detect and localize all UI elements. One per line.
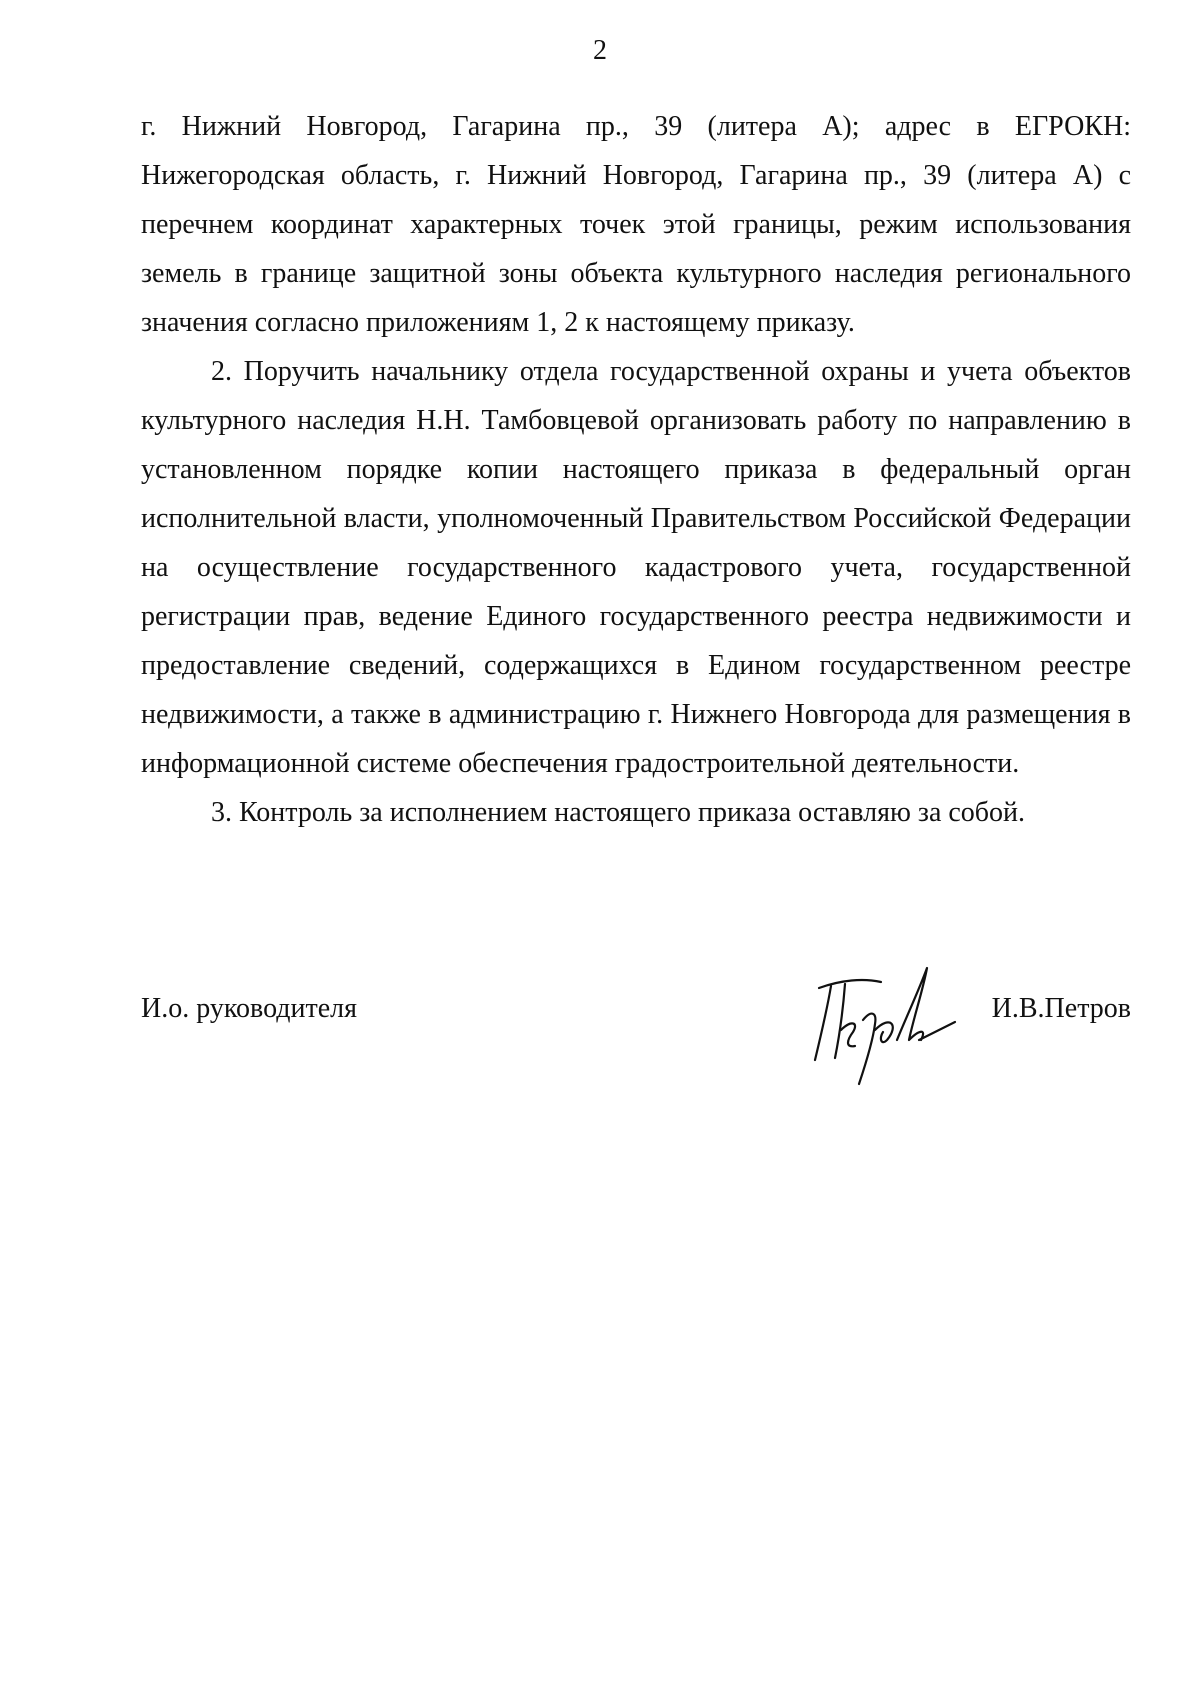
signer-name: И.В.Петров [991, 993, 1131, 1024]
paragraph-item-3: 3. Контроль за исполнением настоящего приказа оставляю за собой. [211, 797, 1026, 828]
paragraph-continuation: г. Нижний Новгород, Гагарина пр., 39 (литера А); адрес в ЕГРОКН: Нижегородская область, г. Нижний Новгород, Гагарина пр., 39 (литера А) с перечнем координат характерных точек этой границы, режим использования земель в границе защитной зоны объекта культурного наследия регионального значения согласно приложениям 1, 2 к настоящему приказу. [141, 111, 1131, 338]
handwritten-signature [801, 960, 961, 1090]
page-number: 2 [593, 35, 607, 66]
paragraph-item-2: 2. Поручить начальнику отдела государственной охраны и учета объектов культурного наследия Н.Н. Тамбовцевой организовать работу по направлению в установленном порядке копии настоящего приказа в федеральный орган исполнительной власти, уполномоченный Правительством Российской Федерации на осуществление государственного кадастрового учета, государственной регистрации прав, ведение Единого государственного реестра недвижимости и предоставление сведений, содержащихся в Едином государственном реестре недвижимости, а также в администрацию г. Нижнего Новгорода для размещения в информационной системе обеспечения градостроительной деятельности. [141, 356, 1131, 779]
document-body [141, 102, 1131, 837]
signer-position-title: И.о. руководителя [141, 993, 358, 1024]
signature-block [141, 960, 1131, 1100]
